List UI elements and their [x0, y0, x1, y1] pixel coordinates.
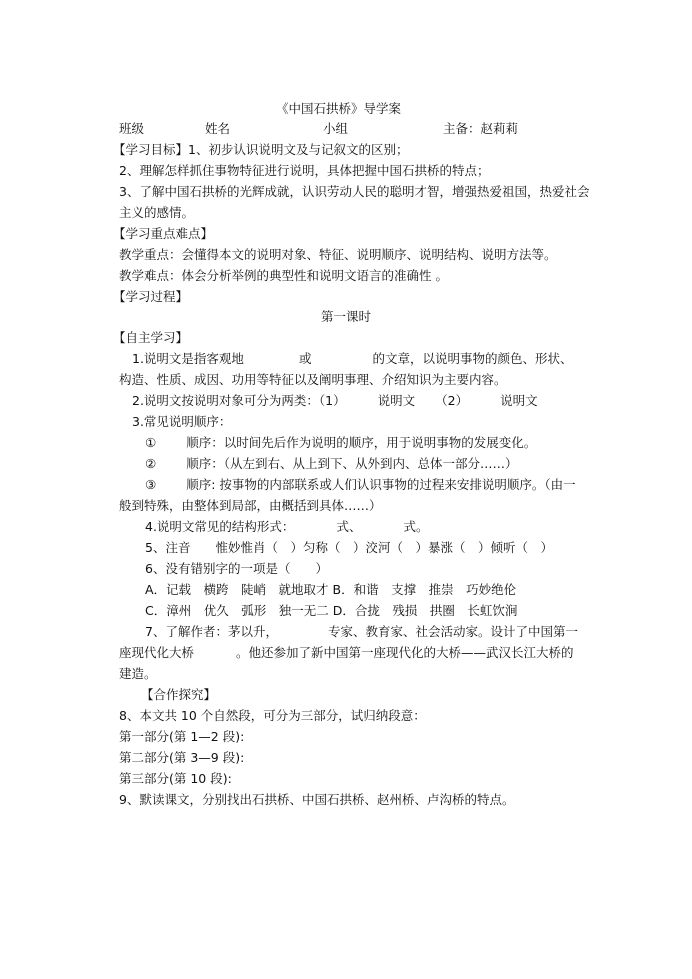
- editor-label: 主备：赵莉莉: [443, 121, 519, 136]
- order-3-line-2: 般到特殊，由整体到局部，由概括到具体……）: [119, 498, 382, 513]
- question-5: 5、注音 惟妙惟肖（ ）匀称（ ）洨河（ ）暴涨（ ）倾听（ ）: [145, 540, 553, 555]
- name-field-label: 姓名: [205, 121, 231, 136]
- order-1-marker: ①: [145, 435, 157, 450]
- q7-text-d: 。他还参加了新中国第一座现代化的大桥——武汉长江大桥的: [236, 645, 574, 660]
- question-7-line-1: [145, 624, 578, 640]
- q4-text-a: 4.说明文常见的结构形式：: [145, 519, 295, 534]
- q7-text-b: 专家、教育家、社会活动家。设计了中国第一: [327, 624, 578, 639]
- question-3: 3.常见说明顺序：: [132, 414, 232, 429]
- q2-text-d: 说明文: [500, 393, 538, 408]
- question-6: 6、没有错别字的一项是（ ）: [145, 561, 328, 576]
- part-1: 第一部分(第 1—2 段):: [119, 729, 245, 744]
- q2-text-a: 2.说明文按说明对象可分为两类：（1）: [132, 393, 346, 408]
- q2-text-b: 说明文: [377, 393, 416, 408]
- order-3-marker: ③: [145, 477, 157, 492]
- q1-text-b: 或: [298, 351, 312, 366]
- goal-2: 2、理解怎样抓住事物特征进行说明，具体把握中国石拱桥的特点；: [119, 163, 490, 178]
- order-1: [145, 435, 536, 451]
- question-6-options-ab: A．记载 横跨 陡峭 就地取才 B．和谐 支撑 推崇 巧妙绝伦: [145, 582, 517, 597]
- question-1-line-1: [132, 351, 572, 367]
- order-3: [145, 477, 576, 493]
- part-3: 第三部分(第 10 段):: [119, 771, 232, 786]
- lesson-title: 第一课时: [320, 309, 371, 324]
- teaching-difficulty: 教学难点：体会分析举例的典型性和说明文语言的准确性 。: [119, 268, 448, 283]
- goal-3-line-2: 主义的感情。: [119, 205, 195, 220]
- document-title: 《中国石拱桥》导学案: [276, 101, 402, 116]
- cooperation-heading: 【合作探究】: [141, 687, 217, 702]
- q7-text-c: 座现代化大桥: [119, 645, 195, 660]
- self-study-heading: 【自主学习】: [113, 330, 189, 345]
- order-1-text: 顺序：以时间先后作为说明的顺序，用于说明事物的发展变化。: [186, 435, 537, 450]
- order-3-text-a: 顺序: 按事物的内部联系或人们认识事物的过程来安排说明顺序。（由一: [186, 477, 576, 492]
- question-6-options-cd: C．漳州 优久 弧形 独一无二 D．合拢 残损 拱圈 长虹饮涧: [145, 603, 518, 618]
- question-7-line-2: [119, 645, 574, 661]
- part-2: 第二部分(第 3—9 段):: [119, 750, 245, 765]
- q2-text-c: （2）: [435, 393, 469, 408]
- question-4: [145, 519, 428, 535]
- order-2: [145, 456, 517, 472]
- goals-line-1: [113, 142, 408, 158]
- question-1-line-2: 构造、性质、成因、功用等特征以及阐明事理、介绍知识为主要内容。: [119, 372, 507, 387]
- order-2-text: 顺序：（从左到右、从上到下、从外到内、总体一部分……）: [186, 456, 518, 471]
- teaching-focus: 教学重点：会懂得本文的说明对象、特征、说明顺序、说明结构、说明方法等。: [119, 247, 557, 262]
- q1-text-a: 1.说明文是指客观地: [132, 351, 244, 366]
- goal-3-line-1: 3、了解中国石拱桥的光辉成就，认识劳动人民的聪明才智，增强热爱祖国，热爱社会: [119, 184, 590, 199]
- keypoints-heading: 【学习重点难点】: [113, 226, 214, 241]
- goals-heading: 【学习目标】: [113, 142, 189, 157]
- question-8: 8、本文共 10 个自然段，可分为三部分，试归纳段意：: [119, 708, 426, 723]
- group-field-label: 小组: [323, 121, 349, 136]
- q4-text-c: 式。: [403, 519, 429, 534]
- goal-1: 1、初步认识说明文及与记叙文的区别；: [188, 142, 409, 157]
- q4-text-b: 式、: [336, 519, 362, 534]
- q1-text-c: 的文章，以说明事物的颜色、形状、: [372, 351, 573, 366]
- order-2-marker: ②: [145, 456, 157, 471]
- class-field-label: 班级: [119, 121, 145, 136]
- question-2: [132, 393, 538, 409]
- q7-text-a: 7、了解作者：茅以升，: [145, 624, 278, 639]
- question-9: 9、默读课文，分别找出石拱桥、中国石拱桥、赵州桥、卢沟桥的特点。: [119, 792, 515, 807]
- process-heading: 【学习过程】: [113, 289, 189, 304]
- question-7-line-3: 建造。: [119, 666, 157, 681]
